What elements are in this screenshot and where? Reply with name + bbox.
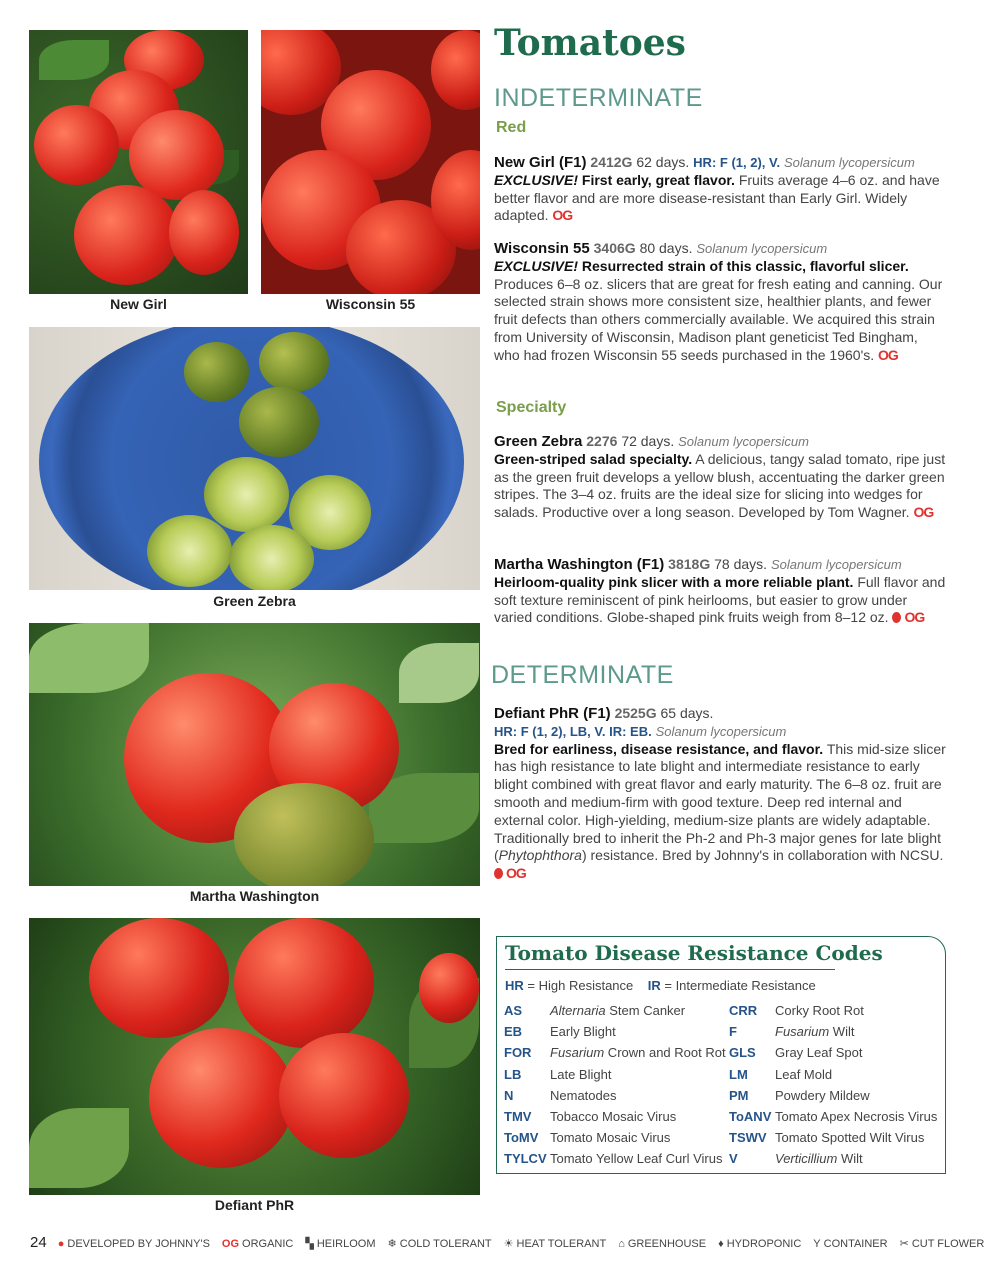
variety-name: New Girl (F1): [494, 154, 587, 171]
caption-defiant-phr: Defiant PhR: [214, 1197, 295, 1213]
days-to-maturity: 72 days.: [621, 433, 675, 449]
disease-name: Gray Leaf Spot: [775, 1045, 863, 1061]
tomato: [431, 30, 480, 110]
resistance-codes: HR: F (1, 2), V.: [693, 155, 781, 170]
legend-item: [504, 1238, 607, 1250]
legend-ir-abbr: IR: [647, 978, 661, 993]
disease-code: LM: [729, 1066, 748, 1082]
greenhouse-icon: ⌂: [618, 1238, 625, 1250]
caption-green-zebra: Green Zebra: [213, 593, 296, 609]
exclusive-tag: EXCLUSIVE!: [494, 171, 579, 188]
organic-icon: OG: [506, 865, 526, 882]
exclusive-tag: EXCLUSIVE!: [494, 257, 579, 274]
disease-code: V: [729, 1151, 738, 1167]
legend-item: [718, 1238, 801, 1250]
legend-label: DEVELOPED BY JOHNNY'S: [67, 1238, 210, 1250]
section-heading-determinate: DETERMINATE: [491, 661, 674, 689]
disease-code-row: [729, 1151, 944, 1171]
disease-code-row: [504, 1151, 726, 1171]
tomato: [149, 1028, 294, 1168]
disease-code-row: [729, 1109, 944, 1129]
photo-green-zebra: [29, 327, 480, 590]
legend-label: HEAT TOLERANT: [516, 1238, 607, 1250]
disease-name: Corky Root Rot: [775, 1003, 864, 1018]
caption-new-girl: New Girl: [110, 296, 167, 312]
tomato: [239, 387, 319, 457]
legend-label: CUT FLOWER: [911, 1238, 985, 1250]
entry-wisconsin-55: [494, 240, 946, 365]
disease-code-row: [729, 1067, 944, 1087]
divider: [505, 969, 835, 970]
entry-green-zebra: [494, 433, 946, 522]
tomato: [234, 918, 374, 1048]
legend-label: HEIRLOOM: [316, 1238, 376, 1250]
heat-icon: ☀: [503, 1238, 514, 1250]
johnnys-drop-icon: ●: [57, 1238, 65, 1250]
legend-item: [900, 1238, 985, 1250]
variety-description: A delicious, tangy salad tomato, ripe just as the green fruit develops a yellow blush, accentuating the darker green stripes. The 3–4 oz. fruits are the ideal size for slicing into wedges for salads. Productive over a long season. Developed by Tom Wagner.: [494, 450, 946, 521]
legend-item: [58, 1238, 210, 1250]
variety-lead: Heirloom-quality pink slicer with a more reliable plant.: [494, 573, 854, 590]
disease-code-row: [504, 1109, 726, 1129]
legend-label: GREENHOUSE: [627, 1238, 707, 1250]
resistance-legend: [505, 978, 816, 993]
johnnys-drop-icon: [892, 612, 901, 623]
disease-code: F: [729, 1024, 737, 1040]
disease-code: TMV: [504, 1109, 532, 1124]
codes-left-column: [504, 1003, 726, 1173]
legend-item: [813, 1238, 887, 1250]
disease-code: ToANV: [729, 1109, 772, 1124]
photo-wisconsin-55: [261, 30, 480, 294]
page-title: Tomatoes: [494, 22, 686, 64]
scissors-icon: ✂: [899, 1238, 909, 1250]
section-heading-indeterminate: INDETERMINATE: [494, 84, 703, 112]
resistance-codes: HR: F (1, 2), LB, V. IR: EB.: [494, 723, 652, 739]
product-code: 3818G: [668, 556, 711, 572]
scientific-name: Solanum lycopersicum: [696, 241, 828, 256]
disease-name: Early Blight: [550, 1024, 616, 1040]
days-to-maturity: 78 days.: [714, 556, 768, 572]
days-to-maturity: 65 days.: [660, 705, 714, 721]
container-icon: Y: [813, 1238, 821, 1250]
disease-name: Late Blight: [550, 1066, 612, 1082]
disease-code: FOR: [504, 1045, 532, 1061]
organic-icon: OG: [552, 207, 573, 224]
page-number: 24: [30, 1234, 47, 1251]
hydroponic-icon: ♦: [718, 1238, 724, 1250]
legend-label: ORGANIC: [242, 1238, 294, 1250]
legend-hr-text: = High Resistance: [527, 978, 634, 993]
subsection-specialty: Specialty: [496, 399, 567, 416]
leaf: [399, 643, 479, 703]
variety-name: Green Zebra: [494, 433, 583, 450]
variety-description: This mid-size slicer has high resistance to late blight and intermediate resistance to early blight combined with great flavor and early maturity. The 6–8 oz. fruit are smooth and medium-firm with good texture. Deep red internal and external color. High-yielding, medium-size plants are widely adaptable. Traditionally bred to inherit the Ph-2 and Ph-3 major genes for late blight (: [494, 740, 946, 864]
disease-code-row: [729, 1024, 944, 1044]
disease-code-row: [729, 1088, 944, 1108]
tomato: [89, 918, 229, 1038]
codes-right-column: [729, 1003, 944, 1173]
disease-code: GLS: [729, 1045, 756, 1061]
disease-box-title: Tomato Disease Resistance Codes: [505, 941, 883, 965]
tomato: [34, 105, 119, 185]
tomato: [259, 332, 329, 392]
days-to-maturity: 62 days.: [636, 154, 690, 170]
organic-icon: OG: [913, 504, 934, 521]
disease-code: AS: [504, 1003, 523, 1018]
disease-code: LB: [504, 1066, 522, 1082]
leaf: [29, 1108, 129, 1188]
disease-code-row: [504, 1067, 726, 1087]
disease-name: Tomato Apex Necrosis Virus: [775, 1109, 938, 1124]
legend-label: COLD TOLERANT: [399, 1238, 492, 1250]
leaf: [29, 623, 149, 693]
disease-code: ToMV: [504, 1130, 539, 1146]
disease-code-row: [504, 1130, 726, 1150]
disease-name: Leaf Mold: [775, 1066, 833, 1082]
scientific-name: Solanum lycopersicum: [678, 434, 809, 449]
tomato: [129, 110, 224, 200]
photo-defiant-phr: [29, 918, 480, 1195]
scientific-name: Solanum lycopersicum: [770, 557, 902, 572]
tomato-slice: [229, 525, 314, 590]
disease-code-row: [504, 1024, 726, 1044]
variety-lead: Resurrected strain of this classic, flavorful slicer.: [581, 257, 909, 274]
legend-hr-abbr: HR: [505, 978, 524, 993]
variety-name: Martha Washington (F1): [494, 556, 665, 573]
leaf: [39, 40, 109, 80]
disease-code: TSWV: [729, 1130, 767, 1146]
tomato: [74, 185, 179, 285]
scientific-name: Solanum lycopersicum: [655, 723, 787, 739]
disease-name: Nematodes: [550, 1087, 617, 1103]
disease-name: Fusarium Crown and Root Rot: [550, 1045, 726, 1061]
johnnys-drop-icon: [494, 868, 503, 879]
tomato: [169, 190, 239, 275]
entry-new-girl: [494, 154, 946, 225]
disease-name: Tobacco Mosaic Virus: [550, 1109, 677, 1124]
variety-description: Fruits average 4–6 oz. and have better flavor and are more disease-resistant than Early Girl. Widely adapted.: [494, 171, 940, 224]
organic-icon: OG: [221, 1238, 240, 1250]
disease-code: EB: [504, 1024, 523, 1040]
caption-martha-washington: Martha Washington: [189, 888, 320, 904]
tomato-slice: [204, 457, 289, 532]
variety-lead: First early, great flavor.: [581, 171, 735, 188]
legend-item: [388, 1238, 492, 1250]
disease-name: Tomato Yellow Leaf Curl Virus: [550, 1151, 723, 1167]
disease-name: Tomato Mosaic Virus: [550, 1130, 671, 1146]
entry-defiant-phr: [494, 705, 946, 883]
disease-code: TYLCV: [504, 1151, 547, 1167]
legend-item: [222, 1238, 293, 1250]
scientific-name: Solanum lycopersicum: [784, 155, 915, 170]
disease-name: Tomato Spotted Wilt Virus: [775, 1130, 925, 1146]
disease-code: PM: [729, 1087, 749, 1103]
disease-code-row: [504, 1088, 726, 1108]
variety-name: Defiant PhR (F1): [494, 705, 611, 722]
tomato: [419, 953, 479, 1023]
disease-code-row: [729, 1130, 944, 1150]
variety-lead: Green-striped salad specialty.: [494, 450, 693, 467]
variety-lead: Bred for earliness, disease resistance, and flavor.: [494, 740, 824, 757]
disease-code-row: [504, 1045, 726, 1065]
variety-description-italic: Phytophthora: [498, 847, 582, 864]
product-code: 2525G: [614, 705, 657, 721]
disease-name: Powdery Mildew: [775, 1087, 870, 1103]
days-to-maturity: 80 days.: [639, 240, 693, 256]
tomato: [279, 1033, 409, 1158]
legend-item: [618, 1238, 706, 1250]
variety-name: Wisconsin 55: [494, 240, 590, 257]
disease-resistance-box: [496, 936, 946, 1174]
organic-icon: OG: [878, 346, 898, 363]
legend-label: CONTAINER: [823, 1238, 888, 1250]
disease-code: N: [504, 1087, 514, 1103]
disease-name: Verticillium Wilt: [775, 1151, 863, 1167]
disease-code-row: [729, 1003, 944, 1023]
disease-code-row: [729, 1045, 944, 1065]
disease-code-row: [504, 1003, 726, 1023]
disease-name: Fusarium Wilt: [775, 1024, 855, 1040]
photo-martha-washington: [29, 623, 480, 886]
subsection-red: Red: [496, 119, 527, 136]
product-code: 2412G: [590, 154, 633, 170]
tomato: [184, 342, 249, 402]
product-code: 2276: [586, 433, 618, 449]
caption-wisconsin-55: Wisconsin 55: [325, 296, 416, 312]
icon-legend-footer: [30, 1234, 985, 1251]
legend-label: HYDROPONIC: [726, 1238, 802, 1250]
variety-description: Full flavor and soft texture reminiscent of pink heirlooms, but easier to grow under varied conditions. Globe-shaped pink fruits weigh from 8–12 oz.: [494, 573, 946, 626]
variety-description: Produces 6–8 oz. slicers that are great for fresh eating and canning. Our selected strain shows more consistent size, healthier plants, and fewer fruit defects than others commercially available. We acquired this strain from University of Wisconsin, Madison plant geneticist Ted Bingham, who had frozen Wisconsin 55 seeds purchased in the 1960's.: [494, 275, 943, 363]
variety-description-end: ) resistance. Bred by Johnny's in collaboration with NCSU.: [581, 847, 944, 864]
photo-new-girl: [29, 30, 248, 294]
tomato-slice: [147, 515, 232, 587]
heirloom-icon: ▚: [305, 1238, 314, 1250]
disease-code: CRR: [729, 1003, 758, 1018]
tomato: [234, 783, 374, 886]
disease-name: Alternaria Stem Canker: [550, 1003, 686, 1018]
entry-martha-washington: [494, 556, 946, 627]
legend-ir-text: = Intermediate Resistance: [664, 978, 816, 993]
snowflake-icon: ❄: [387, 1238, 397, 1250]
organic-icon: OG: [904, 609, 925, 626]
legend-item: [305, 1238, 375, 1250]
product-code: 3406G: [593, 240, 636, 256]
